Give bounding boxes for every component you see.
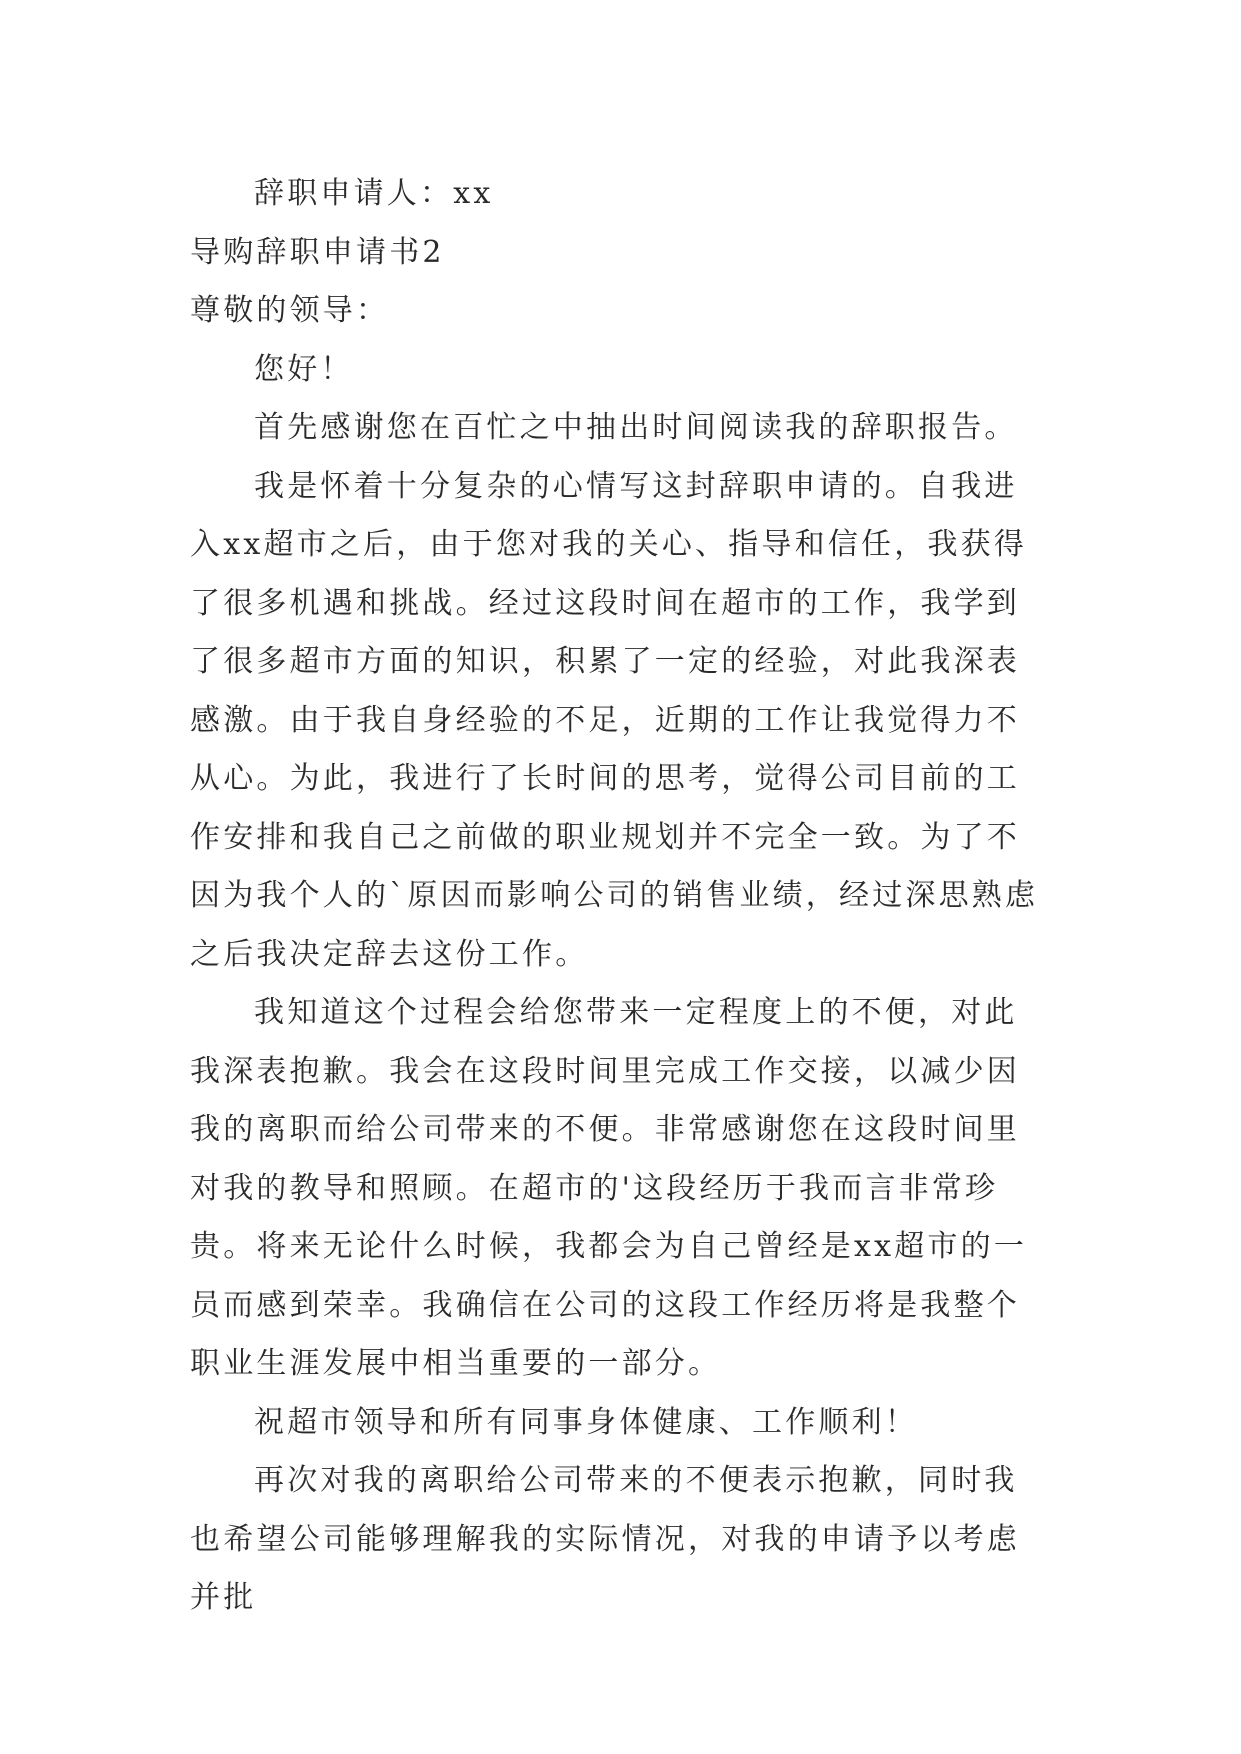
salutation: 尊敬的领导： (190, 293, 390, 328)
paragraph-reason: 我是怀着十分复杂的心情写这封辞职申请的。自我进入xx超市之后，由于您对我的关心、指导和信任，我获得了很多机遇和挑战。经过这段时间在超市的工作，我学到了很多超市方面的知识，积累了一定的经验，对此我深表感激。由于我自身经验的不足，近期的工作让我觉得力不从心。为此，我进行了长时间的思考，觉得公司目前的工作安排和我自己之前做的职业规划并不完全一致。为了不因为我个人的`原因而影响公司的销售业绩，经过深思熟虑之后我决定辞去这份工作。 (190, 468, 1039, 972)
paragraph-thanks: 首先感谢您在百忙之中抽出时间阅读我的辞职报告。 (254, 410, 1018, 445)
document-body (190, 165, 1050, 1628)
paragraph-wishes: 祝超市领导和所有同事身体健康、工作顺利！ (254, 1404, 918, 1440)
paragraph-apology: 我知道这个过程会给您带来一定程度上的不便，对此我深表抱歉。我会在这段时间里完成工作交接，以减少因我的离职而给公司带来的不便。非常感谢您在这段时间里对我的教导和照顾。在超市的'这段经历于我而言非常珍贵。将来无论什么时候，我都会为自己曾经是xx超市的一员而感到荣幸。我确信在公司的这段工作经历将是我整个职业生涯发展中相当重要的一部分。 (190, 995, 1028, 1381)
greeting: 您好！ (254, 351, 354, 387)
paragraph-closing: 再次对我的离职给公司带来的不便表示抱歉，同时我也希望公司能够理解我的实际情况，对我的申请予以考虑并批 (190, 1463, 1020, 1615)
document-title: 导购辞职申请书2 (190, 234, 445, 270)
signature-line: 辞职申请人：xx (254, 176, 494, 211)
